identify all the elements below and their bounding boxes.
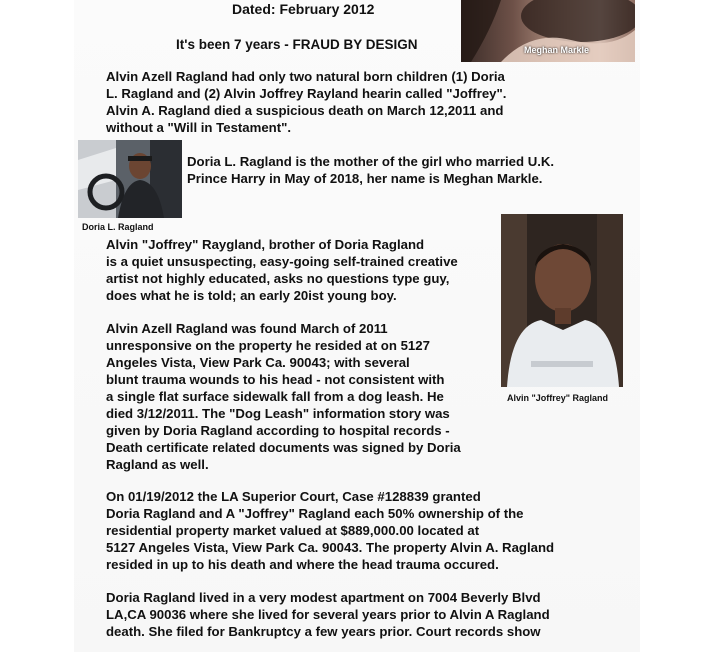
p4-line-7: given by Doria Ragland according to hospital records - — [106, 423, 450, 438]
meghan-markle-photo — [461, 0, 635, 62]
joffrey-ragland-image — [501, 214, 623, 387]
p5-line-4: 5127 Angeles Vista, View Park Ca. 90043. The property Alvin A. Ragland — [106, 540, 555, 555]
p1-line-1: Alvin Azell Ragland had only two natural born children (1) Doria — [106, 69, 505, 84]
p4-line-8: Death certificate related documents was signed by Doria — [106, 440, 461, 455]
meghan-markle-caption: Meghan Markle — [524, 45, 590, 55]
p1-line-4: without a "Will in Testament". — [106, 120, 292, 135]
p4-line-3: Angeles Vista, View Park Ca. 90043; with several — [106, 355, 410, 370]
p3-line-2: is a quiet unsuspecting, easy-going self-trained creative — [106, 254, 458, 269]
p6-line-3: death. She filed for Bankruptcy a few years prior. Court records show — [106, 624, 541, 639]
p3-line-4: does what he is told; an early 20ist young boy. — [106, 288, 397, 303]
doria-ragland-caption: Doria L. Ragland — [82, 222, 154, 232]
p3-line-3: artist not highly educated, asks no questions type guy, — [106, 271, 450, 286]
p5-line-1: On 01/19/2012 the LA Superior Court, Case #128839 granted — [106, 489, 481, 504]
joffrey-ragland-photo — [501, 214, 623, 387]
p5-line-2: Doria Ragland and A "Joffrey" Ragland each 50% ownership of the — [106, 506, 524, 521]
p6-line-1: Doria Ragland lived in a very modest apartment on 7004 Beverly Blvd — [106, 590, 541, 605]
p4-line-4: blunt trauma wounds to his head - not consistent with — [106, 372, 445, 387]
p5-line-3: residential property market valued at $889,000.00 located at — [106, 523, 480, 538]
doria-ragland-photo — [78, 140, 182, 218]
doria-ragland-image — [78, 140, 182, 218]
p6-line-2: LA,CA 90036 where she lived for several years prior to Alvin A Ragland — [106, 607, 550, 622]
p2-line-1: Doria L. Ragland is the mother of the girl who married U.K. — [187, 154, 555, 169]
p4-line-2: unresponsive on the property he resided at on 5127 — [106, 338, 430, 353]
p4-line-5: a single flat surface sidewalk fall from a dog leash. He — [106, 389, 444, 404]
p1-line-3: Alvin A. Ragland died a suspicious death on March 12,2011 and — [106, 103, 504, 118]
dated-line: Dated: February 2012 — [232, 1, 375, 17]
p1-line-2: L. Ragland and (2) Alvin Joffrey Rayland hearin called "Joffrey". — [106, 86, 507, 101]
p4-line-9: Ragland as well. — [106, 457, 209, 472]
p4-line-6: died 3/12/2011. The "Dog Leash" information story was — [106, 406, 450, 421]
p4-line-1: Alvin Azell Ragland was found March of 2011 — [106, 321, 388, 336]
joffrey-ragland-caption: Alvin "Joffrey" Ragland — [507, 393, 609, 403]
p5-line-5: resided in up to his death and where the head trauma occured. — [106, 557, 499, 572]
p2-line-2: Prince Harry in May of 2018, her name is Meghan Markle. — [187, 171, 543, 186]
p3-line-1: Alvin "Joffrey" Raygland, brother of Doria Ragland — [106, 237, 425, 252]
document-subtitle: It's been 7 years - FRAUD BY DESIGN — [176, 37, 418, 52]
